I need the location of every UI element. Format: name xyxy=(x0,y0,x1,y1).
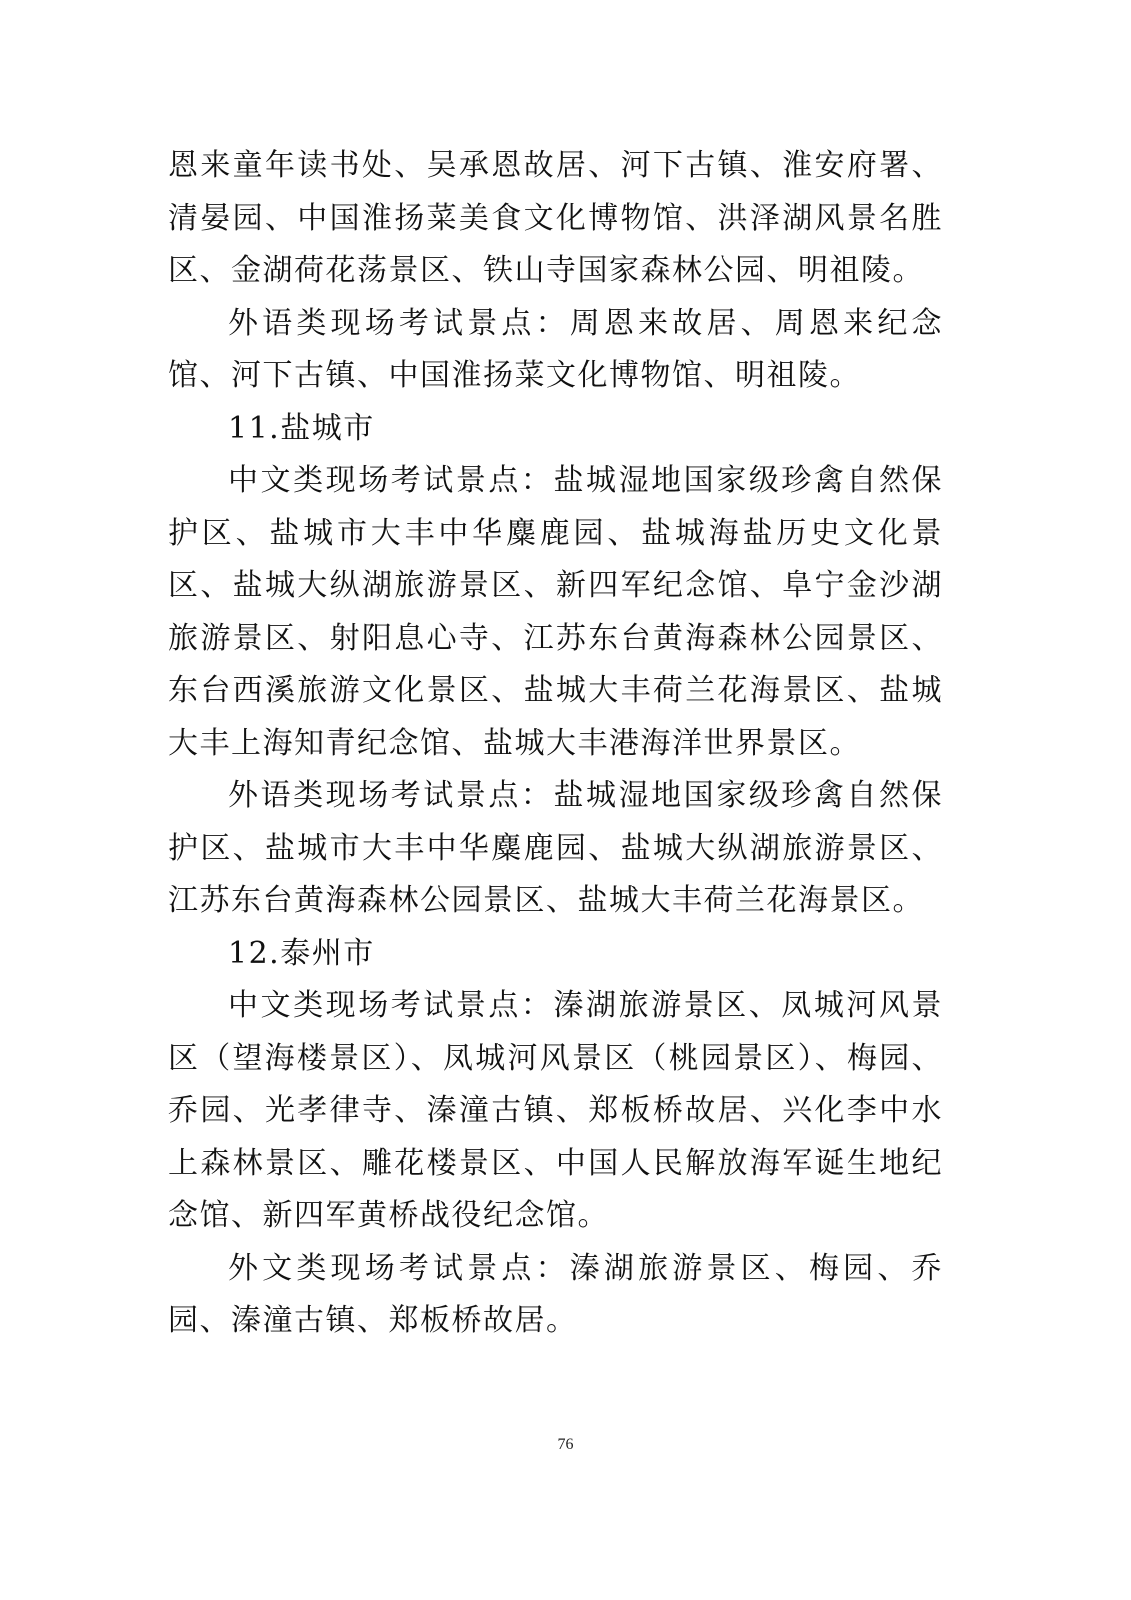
paragraph-yancheng-foreign-sites: 外语类现场考试景点：盐城湿地国家级珍禽自然保护区、盐城市大丰中华麋鹿园、盐城大纵湖旅游景区、江苏东台黄海森林公园景区、盐城大丰荷兰花海景区。 xyxy=(168,778,943,918)
page-number: 76 xyxy=(557,1436,574,1453)
section-heading-taizhou: 12.泰州市 xyxy=(228,935,375,971)
section-heading-yancheng: 11.盐城市 xyxy=(228,410,375,446)
paragraph-yancheng-chinese-sites: 中文类现场考试景点：盐城湿地国家级珍禽自然保护区、盐城市大丰中华麋鹿园、盐城海盐历史文化景区、盐城大纵湖旅游景区、新四军纪念馆、阜宁金沙湖旅游景区、射阳息心寺、江苏东台黄海森林公园景区、东台西溪旅游文化景区、盐城大丰荷兰花海景区、盐城大丰上海知青纪念馆、盐城大丰港海洋世界景区。 xyxy=(168,463,943,761)
paragraph-huaian-chinese-sites-continued: 恩来童年读书处、吴承恩故居、河下古镇、淮安府署、清晏园、中国淮扬菜美食文化博物馆、洪泽湖风景名胜区、金湖荷花荡景区、铁山寺国家森林公园、明祖陵。 xyxy=(168,148,943,288)
document-body xyxy=(168,140,943,1348)
paragraph-huaian-foreign-sites: 外语类现场考试景点：周恩来故居、周恩来纪念馆、河下古镇、中国淮扬菜文化博物馆、明祖陵。 xyxy=(168,305,943,393)
paragraph-taizhou-foreign-sites: 外文类现场考试景点：溱湖旅游景区、梅园、乔园、溱潼古镇、郑板桥故居。 xyxy=(168,1250,943,1338)
paragraph-taizhou-chinese-sites: 中文类现场考试景点：溱湖旅游景区、凤城河风景区（望海楼景区）、凤城河风景区（桃园景区）、梅园、乔园、光孝律寺、溱潼古镇、郑板桥故居、兴化李中水上森林景区、雕花楼景区、中国人民解放海军诞生地纪念馆、新四军黄桥战役纪念馆。 xyxy=(168,988,943,1233)
